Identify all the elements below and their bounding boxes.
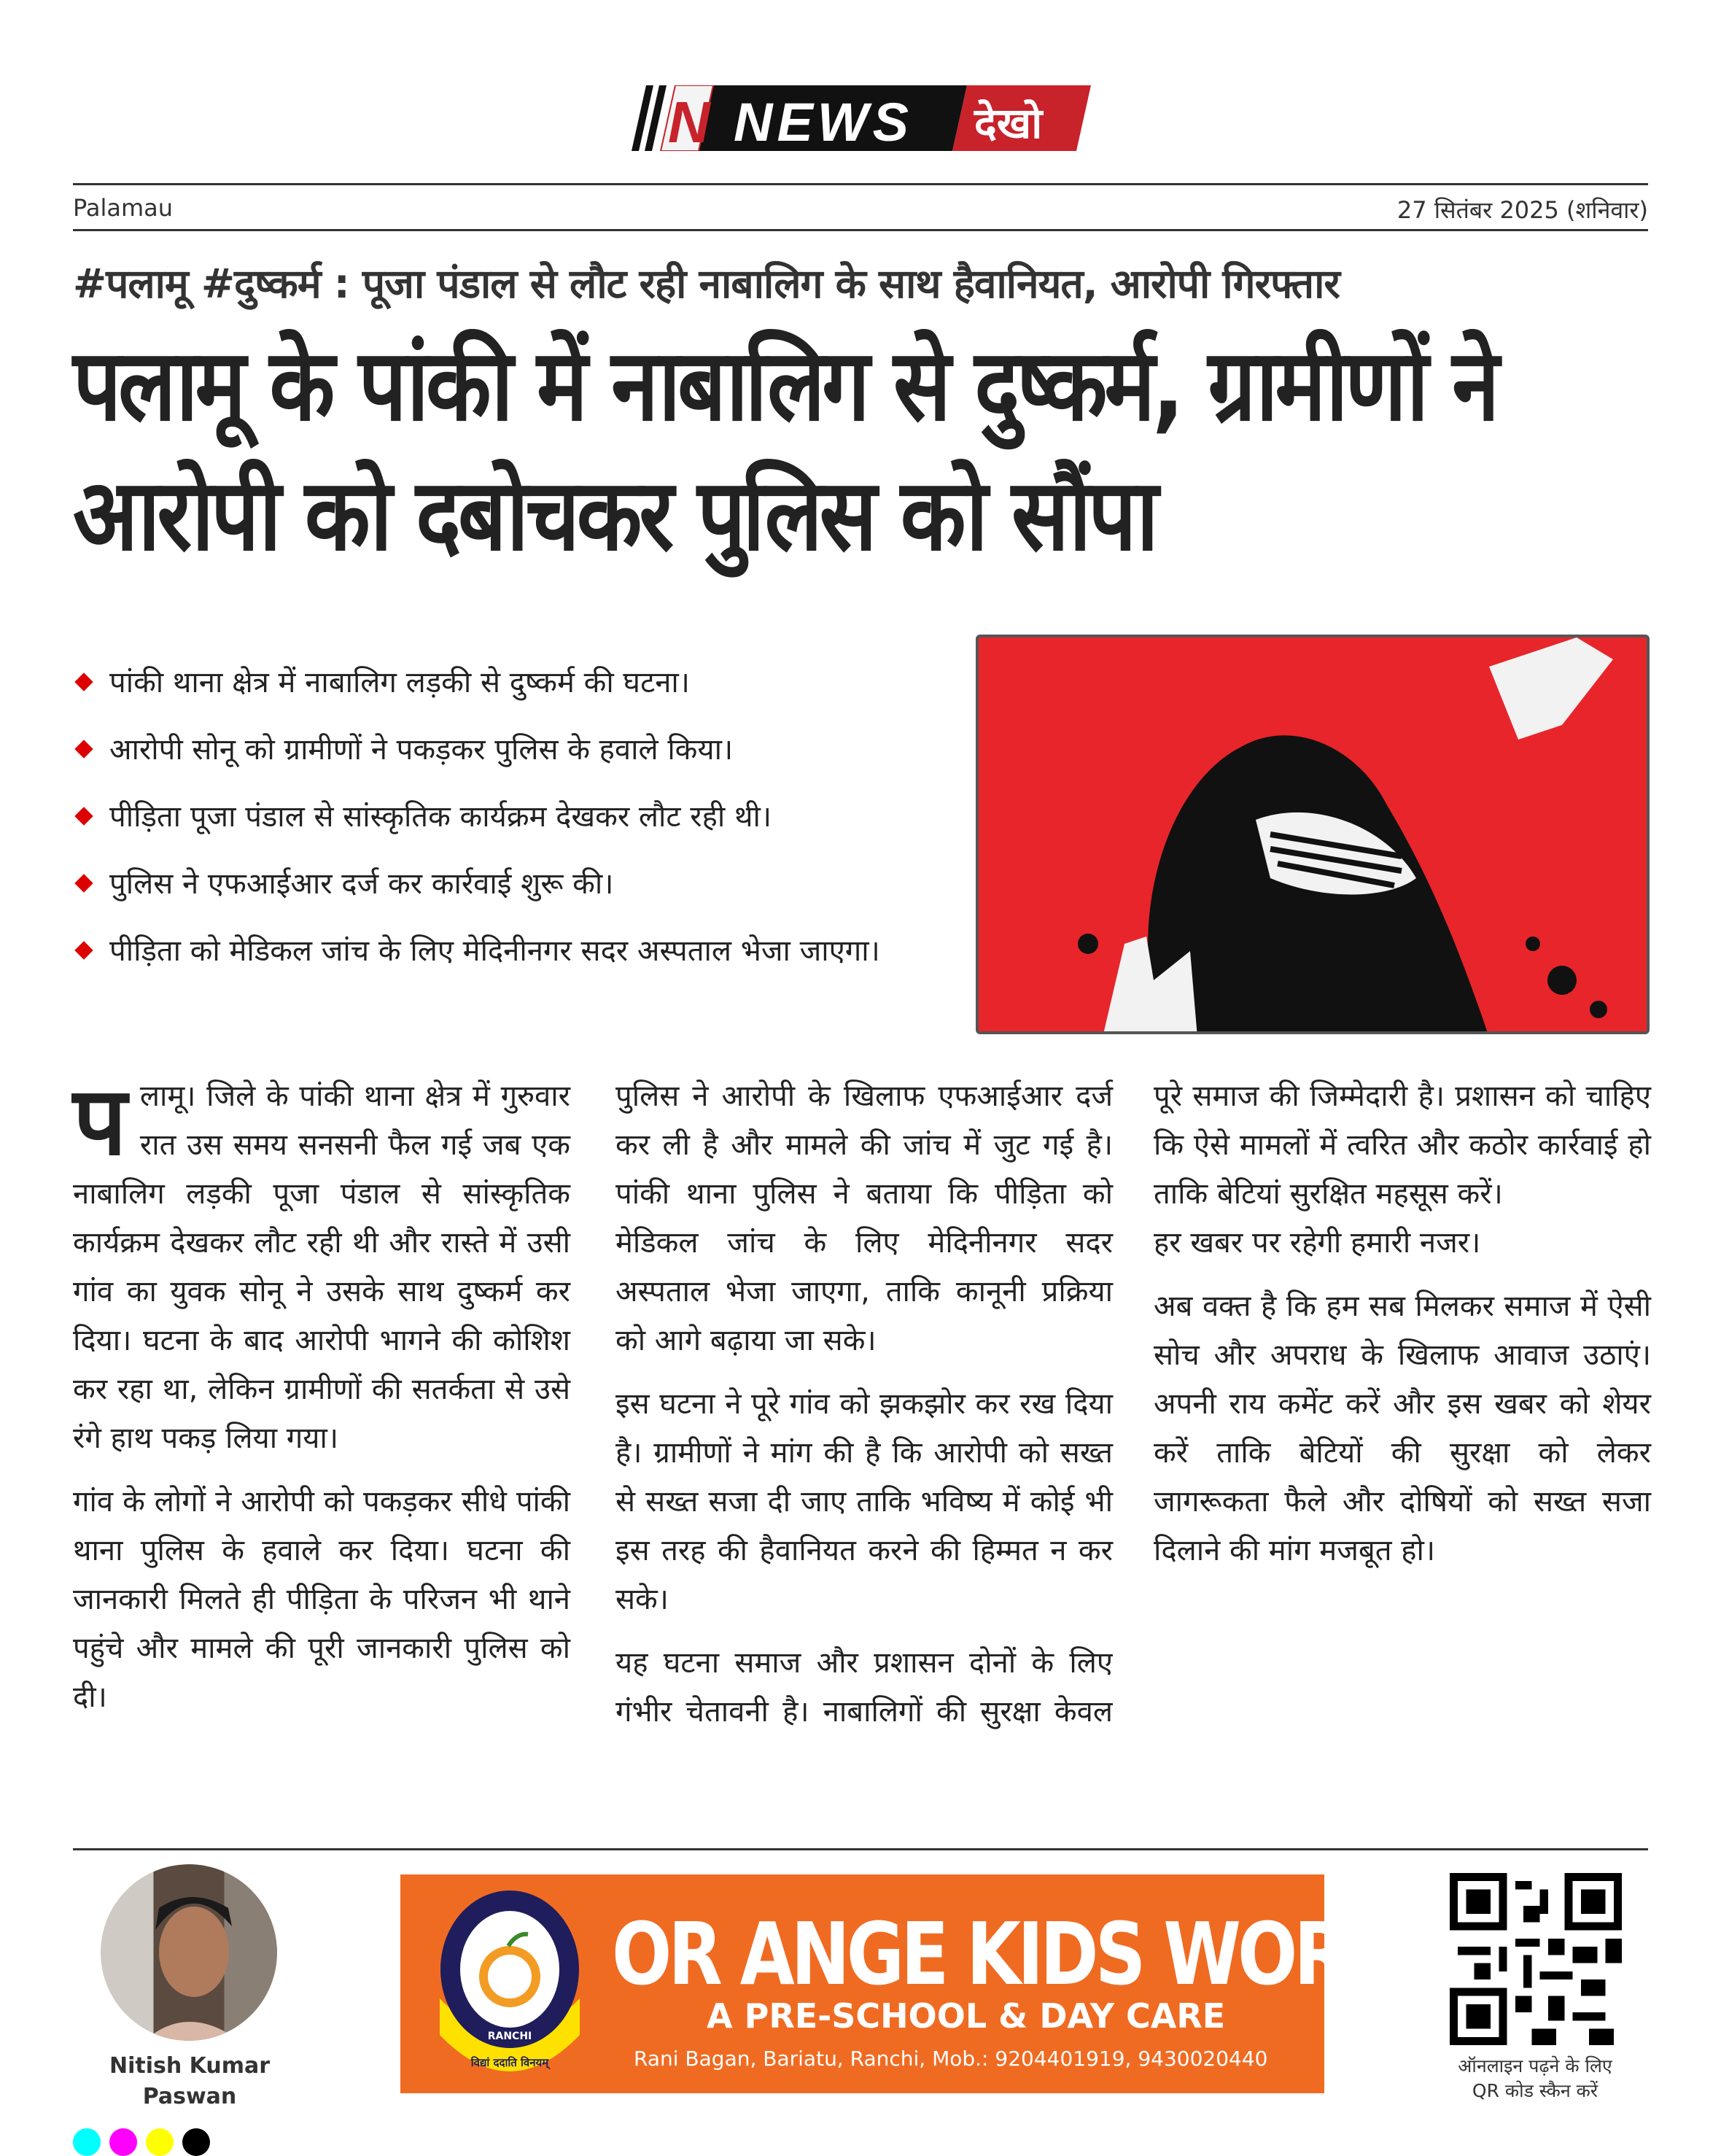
diamond-bullet-icon xyxy=(74,740,93,758)
ad-title: OR ANGE KIDS WORLD xyxy=(612,1904,1442,2004)
paragraph: यह घटना समाज और प्रशासन दोनों के लिए गंभीर चेतावनी है। नाबालिगों की सुरक्षा केवल xyxy=(615,1646,1113,1729)
author-avatar xyxy=(101,1864,277,2041)
paragraph: गांव के लोगों ने आरोपी को पकड़कर सीधे पांकी थाना पुलिस के हवाले कर दिया। घटना की जानकारी मिलते ही पीड़िता के परिजन भी थाने पहुंचे और मामले की पूरी जानकारी पुलिस को दी। xyxy=(73,1485,570,1714)
ad-address: Rani Bagan, Bariatu, Ranchi, Mob.: 9204401919, 9430020440 xyxy=(634,2047,1268,2071)
dateline-place: Palamau xyxy=(73,194,174,222)
highlight-text: पीड़िता को मेडिकल जांच के लिए मेदिनीनगर सदर अस्पताल भेजा जाएगा। xyxy=(109,934,880,968)
advertisement-banner[interactable] xyxy=(400,1874,1442,2093)
diamond-bullet-icon xyxy=(74,874,93,892)
qr-caption-line-2: QR कोड स्कैन करें xyxy=(1472,2080,1598,2101)
news-dekho-logo[interactable] xyxy=(632,85,1091,151)
footer-rule xyxy=(73,1848,1648,1850)
dateline-date: 27 सितंबर 2025 (शनिवार) xyxy=(1396,196,1648,224)
author-name: Nitish Kumar Paswan xyxy=(109,2053,271,2109)
highlights-list xyxy=(73,649,963,985)
dateline-rule xyxy=(73,229,1648,231)
highlight-item xyxy=(73,783,963,850)
article-column-2 xyxy=(615,1072,1113,1751)
badge-city: RANCHI xyxy=(487,2031,532,2042)
paragraph: इस घटना ने पूरे गांव को झकझोर कर रख दिया है। ग्रामीणों ने मांग की है कि आरोपी को सख्त से सख्त सजा दी जाए ताकि भविष्य में कोई भी इस तरह की हैवानियत करने की हिम्मत न कर सके। xyxy=(615,1387,1113,1616)
yellow-registration-dot xyxy=(146,2128,174,2156)
top-rule xyxy=(73,183,1648,185)
highlight-item xyxy=(73,649,963,716)
badge-motto: विद्यां ददाति विनयम् xyxy=(470,2056,549,2069)
paragraph: हर खबर पर रहेगी हमारी नजर। xyxy=(1154,1226,1481,1260)
diamond-bullet-icon xyxy=(74,941,93,959)
ad-subtitle: A PRE-SCHOOL & DAY CARE xyxy=(707,1996,1226,2036)
diamond-bullet-icon xyxy=(74,807,93,825)
highlight-item xyxy=(73,850,963,918)
school-badge-logo xyxy=(430,1889,590,2086)
drop-cap: प xyxy=(73,1066,127,1176)
highlight-text: पांकी थाना क्षेत्र में नाबालिग लड़की से दुष्कर्म की घटना। xyxy=(109,666,690,699)
qr-caption xyxy=(1422,2054,1648,2103)
paragraph: लामू। जिले के पांकी थाना क्षेत्र में गुरुवार रात उस समय सनसनी फैल गई जब एक नाबालिग लड़की पूजा पंडाल से सांस्कृतिक कार्यक्रम देखकर लौट रही थी और रास्ते में उसी गांव का युवक सोनू ने उसके साथ दुष्कर्म कर दिया। घटना के बाद आरोपी भागने की कोशिश कर रहा था, लेकिन ग्रामीणों की सतर्कता से उसे रंगे हाथ पकड़ लिया गया। xyxy=(73,1079,570,1455)
article-illustration xyxy=(976,635,1650,1034)
highlight-text: आरोपी सोनू को ग्रामीणों ने पकड़कर पुलिस के हवाले किया। xyxy=(109,733,734,767)
black-registration-dot xyxy=(182,2128,210,2156)
article-column-3 xyxy=(1154,1072,1651,1590)
logo-suffix: देखो xyxy=(974,98,1043,148)
cyan-registration-dot xyxy=(73,2128,101,2156)
article-column-1 xyxy=(73,1066,570,1737)
highlight-item xyxy=(73,918,963,985)
logo-letter: N xyxy=(668,90,710,151)
highlight-text: पीड़िता पूजा पंडाल से सांस्कृतिक कार्यक्रम देखकर लौट रही थी। xyxy=(109,800,772,834)
highlight-item xyxy=(73,716,963,783)
magenta-registration-dot xyxy=(109,2128,137,2156)
paragraph: पूरे समाज की जिम्मेदारी है। प्रशासन को चाहिए कि ऐसे मामलों में त्वरित और कठोर कार्रवाई हो ताकि बेटियां सुरक्षित महसूस करें। xyxy=(1154,1079,1651,1211)
qr-caption-line-1: ऑनलाइन पढ़ने के लिए xyxy=(1458,2055,1612,2076)
logo-text: NEWS xyxy=(734,92,909,151)
diamond-bullet-icon xyxy=(74,672,93,691)
paragraph: अब वक्त है कि हम सब मिलकर समाज में ऐसी सोच और अपराध के खिलाफ आवाज उठाएं। अपनी राय कमेंट करें और इस खबर को शेयर करें ताकि बेटियों की सुरक्षा को लेकर जागरूकता फैले और दोषियों को सख्त सजा दिलाने की मांग मजबूत हो। xyxy=(1154,1290,1651,1567)
kicker: #पलामू #दुष्कर्म : पूजा पंडाल से लौट रही नाबालिग के साथ हैवानियत, आरोपी गिरफ्तार xyxy=(73,260,1340,307)
qr-code[interactable] xyxy=(1450,1872,1622,2047)
headline: पलामू के पांकी में नाबालिग से दुष्कर्म, ग्रामीणों ने आरोपी को दबोचकर पुलिस को सौंपा xyxy=(73,328,1496,573)
highlight-text: पुलिस ने एफआईआर दर्ज कर कार्रवाई शुरू की। xyxy=(109,867,614,901)
paragraph: पुलिस ने आरोपी के खिलाफ एफआईआर दर्ज कर ली है और मामले की जांच में जुट गई है। पांकी थाना पुलिस ने बताया कि पीड़िता को मेडिकल जांच के लिए मेदिनीनगर सदर अस्पताल भेजा जाएगा, ताकि कानूनी प्रक्रिया को आगे बढ़ाया जा सके। xyxy=(615,1079,1113,1357)
